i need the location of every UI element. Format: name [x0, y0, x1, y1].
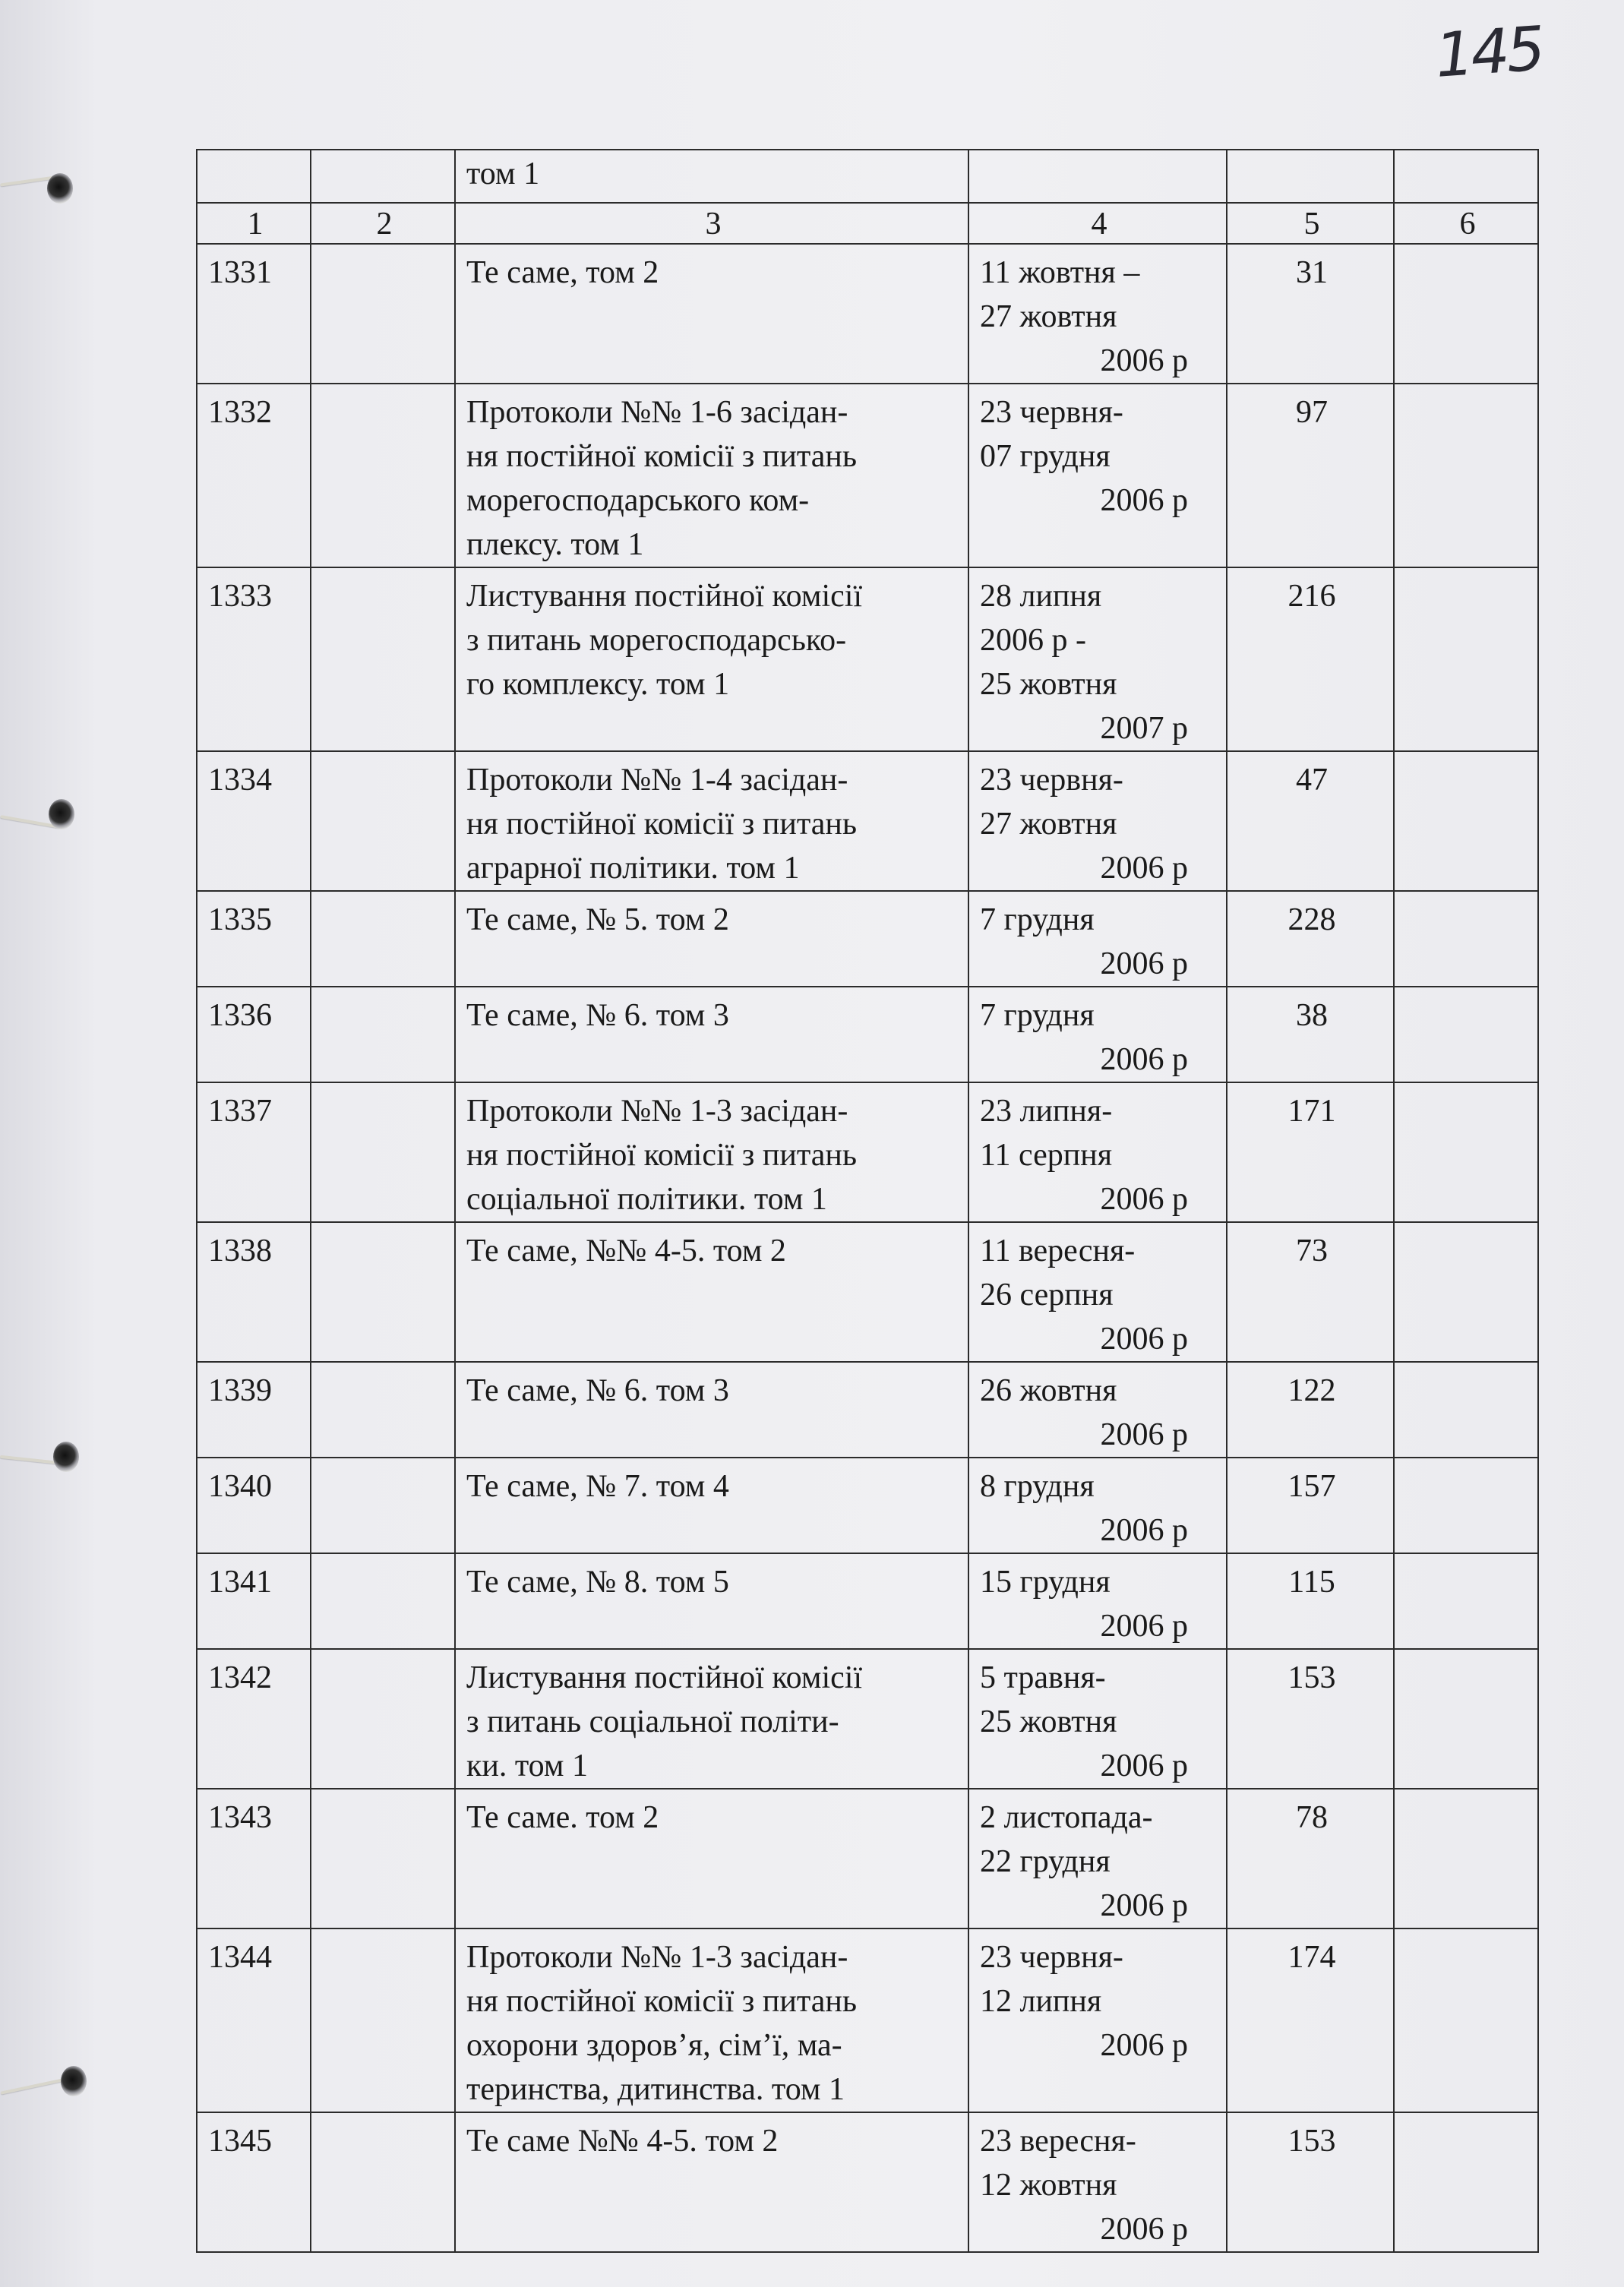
date-range: [968, 1362, 1227, 1458]
case-title-line: Те саме, № 6. том 3: [466, 1373, 729, 1408]
date-line: 11 жовтня –: [980, 255, 1140, 290]
sheet-count: 115: [1227, 1553, 1394, 1649]
column-number: 2: [311, 203, 455, 244]
date-range: [968, 1082, 1227, 1222]
case-title-line: ня постійної комісії з питань: [466, 439, 857, 474]
sheet-count: 228: [1227, 891, 1394, 987]
date-range: [968, 1553, 1227, 1649]
case-title-line: з питань соціальної політи-: [466, 1704, 839, 1739]
table-row: [197, 244, 1538, 384]
date-line: 27 жовтня: [980, 299, 1117, 334]
case-title-line: ня постійної комісії з питань: [466, 1984, 857, 2019]
date-range: [968, 1789, 1227, 1928]
date-range: [968, 1458, 1227, 1553]
table-row: [197, 1222, 1538, 1362]
case-title-line: Те саме, № 7. том 4: [466, 1469, 729, 1504]
notes-cell: [1394, 987, 1538, 1082]
date-year: 2006 р: [1100, 2212, 1188, 2247]
sheet-count: 174: [1227, 1928, 1394, 2112]
case-title-line: теринства, дитинства. том 1: [466, 2072, 845, 2107]
table-row: [197, 1553, 1538, 1649]
case-number: 1341: [197, 1553, 311, 1649]
date-line: 22 грудня: [980, 1844, 1111, 1879]
date-year: 2006 р: [1100, 343, 1188, 378]
index-cell: [311, 1362, 455, 1458]
case-number: 1343: [197, 1789, 311, 1928]
date-year: 2007 р: [1100, 711, 1188, 746]
date-year: 2006 р: [1100, 483, 1188, 518]
case-title-line: плексу. том 1: [466, 527, 644, 562]
case-title-line: Те саме. том 2: [466, 1800, 659, 1835]
notes-cell: [1394, 1789, 1538, 1928]
case-title-line: Протоколи №№ 1-3 засідан-: [466, 1094, 848, 1129]
date-line: 15 грудня: [980, 1565, 1111, 1600]
case-title: [455, 244, 968, 384]
table-row: [197, 1362, 1538, 1458]
header-cell: [1227, 150, 1394, 203]
notes-cell: [1394, 1082, 1538, 1222]
case-title: [455, 1789, 968, 1928]
date-year: 2006 р: [1100, 1042, 1188, 1077]
date-range: [968, 1928, 1227, 2112]
header-row-volume: [197, 150, 1538, 203]
case-title-line: морегосподарського ком-: [466, 483, 810, 518]
date-line: 2 листопада-: [980, 1800, 1153, 1835]
date-year: 2006 р: [1100, 2028, 1188, 2063]
header-cell: [311, 150, 455, 203]
case-title-line: го комплексу. том 1: [466, 667, 730, 702]
binding-hole: [61, 2066, 87, 2096]
case-number: 1333: [197, 567, 311, 751]
notes-cell: [1394, 1222, 1538, 1362]
case-title: [455, 1222, 968, 1362]
notes-cell: [1394, 891, 1538, 987]
case-title: [455, 1458, 968, 1553]
index-cell: [311, 567, 455, 751]
table-row: [197, 987, 1538, 1082]
notes-cell: [1394, 1458, 1538, 1553]
case-title: [455, 751, 968, 891]
index-cell: [311, 1222, 455, 1362]
index-cell: [311, 1458, 455, 1553]
date-range: [968, 891, 1227, 987]
date-range: [968, 987, 1227, 1082]
date-range: [968, 1222, 1227, 1362]
date-line: 7 грудня: [980, 902, 1095, 937]
case-title: [455, 567, 968, 751]
date-line: 2006 р -: [980, 623, 1086, 658]
date-line: 26 серпня: [980, 1278, 1114, 1312]
index-cell: [311, 1082, 455, 1222]
date-line: 23 червня-: [980, 1940, 1123, 1975]
case-title: [455, 2112, 968, 2252]
notes-cell: [1394, 1928, 1538, 2112]
case-title: [455, 891, 968, 987]
date-line: 23 червня-: [980, 763, 1123, 798]
case-title-line: Те саме, № 6. том 3: [466, 998, 729, 1033]
date-year: 2006 р: [1100, 1888, 1188, 1923]
notes-cell: [1394, 1362, 1538, 1458]
table-row: [197, 891, 1538, 987]
binding-hole: [47, 173, 73, 204]
date-line: 07 грудня: [980, 439, 1111, 474]
table-row: [197, 1789, 1538, 1928]
date-year: 2006 р: [1100, 1748, 1188, 1783]
case-number: 1344: [197, 1928, 311, 2112]
case-number: 1339: [197, 1362, 311, 1458]
notes-cell: [1394, 751, 1538, 891]
case-title: [455, 384, 968, 567]
sheet-count: 171: [1227, 1082, 1394, 1222]
sheet-count: 122: [1227, 1362, 1394, 1458]
index-cell: [311, 751, 455, 891]
table-row: [197, 1649, 1538, 1789]
index-cell: [311, 891, 455, 987]
case-title: [455, 1082, 968, 1222]
date-year: 2006 р: [1100, 851, 1188, 886]
case-title-line: Протоколи №№ 1-4 засідан-: [466, 763, 848, 798]
date-line: 28 липня: [980, 579, 1102, 614]
archive-inventory-table: [196, 149, 1539, 2253]
case-number: 1331: [197, 244, 311, 384]
case-title-line: Те саме, №№ 4-5. том 2: [466, 1234, 786, 1268]
case-title-line: Те саме, том 2: [466, 255, 659, 290]
binding-hole: [49, 799, 74, 829]
index-cell: [311, 1553, 455, 1649]
sheet-count: 31: [1227, 244, 1394, 384]
case-title: [455, 987, 968, 1082]
table-row: [197, 1928, 1538, 2112]
date-line: 26 жовтня: [980, 1373, 1117, 1408]
case-title-line: аграрної політики. том 1: [466, 851, 800, 886]
case-title-line: Протоколи №№ 1-3 засідан-: [466, 1940, 848, 1975]
volume-label: том 1: [455, 150, 968, 203]
case-title: [455, 1553, 968, 1649]
table-row: [197, 751, 1538, 891]
sheet-count: 38: [1227, 987, 1394, 1082]
date-line: 23 вересня-: [980, 2124, 1136, 2159]
header-row-column-numbers: [197, 203, 1538, 244]
column-number: 4: [968, 203, 1227, 244]
date-year: 2006 р: [1100, 1609, 1188, 1644]
sheet-count: 78: [1227, 1789, 1394, 1928]
case-number: 1340: [197, 1458, 311, 1553]
case-title-line: з питань морегосподарсько-: [466, 623, 847, 658]
date-line: 11 серпня: [980, 1138, 1113, 1173]
date-range: [968, 751, 1227, 891]
date-line: 8 грудня: [980, 1469, 1095, 1504]
case-number: 1338: [197, 1222, 311, 1362]
index-cell: [311, 1928, 455, 2112]
column-number: 3: [455, 203, 968, 244]
table-row: [197, 384, 1538, 567]
column-number: 5: [1227, 203, 1394, 244]
case-title-line: Протоколи №№ 1-6 засідан-: [466, 395, 848, 430]
case-title-line: Те саме №№ 4-5. том 2: [466, 2124, 779, 2159]
case-title-line: ки. том 1: [466, 1748, 588, 1783]
case-number: 1337: [197, 1082, 311, 1222]
handwritten-folio-number: 145: [1433, 13, 1545, 91]
date-range: [968, 1649, 1227, 1789]
table-row: [197, 1458, 1538, 1553]
case-title-line: Листування постійної комісії: [466, 579, 863, 614]
index-cell: [311, 244, 455, 384]
table-row: [197, 567, 1538, 751]
date-line: 5 травня-: [980, 1660, 1106, 1695]
notes-cell: [1394, 1649, 1538, 1789]
date-line: 25 жовтня: [980, 667, 1117, 702]
case-title-line: охорони здоров’я, сім’ї, ма-: [466, 2028, 842, 2063]
binding-hole: [53, 1442, 79, 1472]
index-cell: [311, 987, 455, 1082]
notes-cell: [1394, 384, 1538, 567]
case-title-line: соціальної політики. том 1: [466, 1182, 827, 1217]
sheet-count: 97: [1227, 384, 1394, 567]
date-line: 11 вересня-: [980, 1234, 1136, 1268]
sheet-count: 153: [1227, 2112, 1394, 2252]
case-title-line: Те саме, № 5. том 2: [466, 902, 729, 937]
header-cell: [197, 150, 311, 203]
date-year: 2006 р: [1100, 946, 1188, 981]
date-line: 12 жовтня: [980, 2168, 1117, 2203]
index-cell: [311, 1649, 455, 1789]
case-title-line: ня постійної комісії з питань: [466, 1138, 857, 1173]
table-row: [197, 1082, 1538, 1222]
case-title-line: Листування постійної комісії: [466, 1660, 863, 1695]
case-number: 1332: [197, 384, 311, 567]
date-year: 2006 р: [1100, 1322, 1188, 1357]
case-number: 1336: [197, 987, 311, 1082]
case-title-line: ня постійної комісії з питань: [466, 807, 857, 842]
sheet-count: 47: [1227, 751, 1394, 891]
index-cell: [311, 1789, 455, 1928]
case-title: [455, 1362, 968, 1458]
column-number: 1: [197, 203, 311, 244]
index-cell: [311, 384, 455, 567]
date-range: [968, 2112, 1227, 2252]
date-range: [968, 384, 1227, 567]
case-number: 1335: [197, 891, 311, 987]
case-title: [455, 1649, 968, 1789]
notes-cell: [1394, 2112, 1538, 2252]
sheet-count: 216: [1227, 567, 1394, 751]
case-title: [455, 1928, 968, 2112]
column-number: 6: [1394, 203, 1538, 244]
date-line: 7 грудня: [980, 998, 1095, 1033]
case-number: 1334: [197, 751, 311, 891]
header-cell: [968, 150, 1227, 203]
notes-cell: [1394, 244, 1538, 384]
date-year: 2006 р: [1100, 1182, 1188, 1217]
case-number: 1342: [197, 1649, 311, 1789]
case-number: 1345: [197, 2112, 311, 2252]
table-row: [197, 2112, 1538, 2252]
date-line: 27 жовтня: [980, 807, 1117, 842]
sheet-count: 153: [1227, 1649, 1394, 1789]
date-range: [968, 567, 1227, 751]
date-range: [968, 244, 1227, 384]
date-year: 2006 р: [1100, 1513, 1188, 1548]
index-cell: [311, 2112, 455, 2252]
date-line: 12 липня: [980, 1984, 1102, 2019]
date-line: 25 жовтня: [980, 1704, 1117, 1739]
case-title-line: Те саме, № 8. том 5: [466, 1565, 729, 1600]
sheet-count: 157: [1227, 1458, 1394, 1553]
notes-cell: [1394, 1553, 1538, 1649]
sheet-count: 73: [1227, 1222, 1394, 1362]
date-year: 2006 р: [1100, 1417, 1188, 1452]
header-cell: [1394, 150, 1538, 203]
notes-cell: [1394, 567, 1538, 751]
date-line: 23 червня-: [980, 395, 1123, 430]
date-line: 23 липня-: [980, 1094, 1113, 1129]
